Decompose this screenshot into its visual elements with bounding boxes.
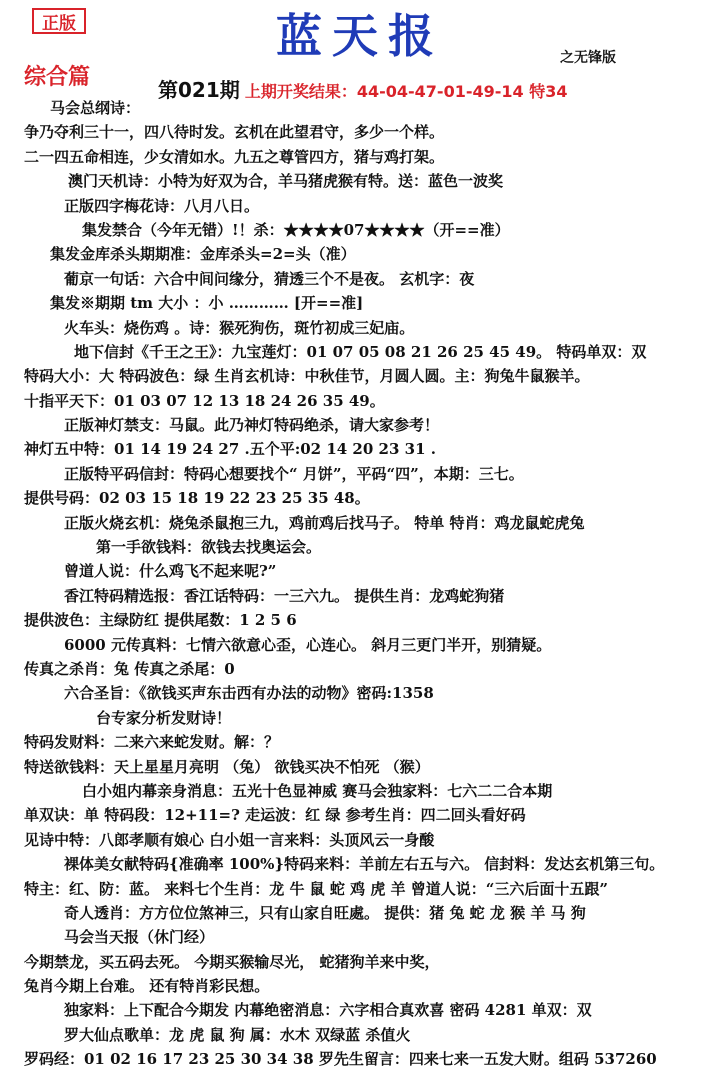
last-result: 上期开奖结果：44-04-47-01-49-14 特34 — [244, 82, 568, 101]
text-line: 澳门天机诗：小特为好双为合，羊马猪虎猴有特。送：蓝色一波奖 — [68, 172, 504, 191]
text-line: 第一手欲钱料：欲钱去找奥运会。 — [96, 538, 322, 557]
text-line: 二一四五命相连，少女清如水。九五之尊管四方，猪与鸡打架。 — [24, 147, 445, 166]
text-line: 葡京一句话：六合中间问缘分，猜透三个不是夜。 玄机字：夜 — [64, 269, 475, 288]
text-line: 地下信封《千王之王》：九宝莲灯：01 07 05 08 21 26 25 45 49。 特码单双：双 — [74, 342, 647, 361]
text-line: 特码大小：大 特码波色：绿 生肖玄机诗：中秋佳节，月圆人圆。主：狗兔牛鼠猴羊。 — [24, 367, 590, 386]
authentic-badge: 正版 — [32, 8, 86, 34]
text-line: 马会总纲诗： — [50, 99, 141, 117]
text-line: 传真之杀肖：兔 传真之杀尾：0 — [24, 659, 235, 678]
text-line: 正版四字梅花诗：八月八日。 — [64, 196, 260, 215]
text-line: 特送欲钱料：天上星星月亮明 （兔） 欲钱买决不怕死 （猴） — [24, 757, 430, 776]
text-line: 集发禁合（今年无错）!！杀：★★★★07★★★★（开==准） — [82, 220, 510, 239]
edition-label: 之无锋版 — [560, 50, 616, 66]
text-line: 台专家分析发财诗！ — [96, 708, 232, 727]
text-line: 正版神灯禁支：马鼠。此乃神灯特码绝杀，请大家参考！ — [64, 416, 440, 435]
text-line: 见诗中特：八郎孝顺有娘心 白小姐一言来料：头顶风云一身酸 — [24, 830, 435, 849]
text-line: 特码发财料：二来六来蛇发财。解：？ — [24, 733, 280, 752]
text-line: 六合圣旨：《欲钱买声东击西有办法的动物》密码:1358 — [64, 684, 434, 703]
text-line: 集发金库杀头期期准：金库杀头=2=头（准） — [50, 245, 356, 264]
text-line: 曾道人说：什么鸡飞不起来呢?” — [64, 562, 277, 581]
issue-number: 第021期 — [158, 78, 240, 102]
text-line: 奇人透肖：方方位位煞神三，只有山家自旺處。 提供：猪 兔 蛇 龙 猴 羊 马 狗 — [64, 903, 586, 922]
text-line: 特主：红、防：蓝。 来料七个生肖：龙 牛 鼠 蛇 鸡 虎 羊 曾道人说：“三六后面十五跟” — [24, 879, 609, 898]
text-line: 兔肖今期上台难。 还有特肖彩民想。 — [24, 977, 270, 996]
text-line: 正版火烧玄机：烧兔杀鼠抱三九，鸡前鸡后找马子。 特单 特肖：鸡龙鼠蛇虎兔 — [64, 513, 585, 532]
newspaper-title: 蓝天报 — [276, 9, 444, 63]
text-line: 罗大仙点歌单：龙 虎 鼠 狗 属：水木 双绿蓝 杀值火 — [64, 1025, 411, 1044]
text-line: 神灯五中特：01 14 19 24 27 .五个平:02 14 20 23 31 . — [24, 440, 436, 459]
text-line: 集发※期期 tm 大小 ：小 ………… [开==准] — [50, 294, 364, 313]
text-line: 今期禁龙，买五码去死。 今期买猴输尽光， 蛇猪狗羊来中奖， — [24, 952, 440, 971]
text-line: 提供波色：主绿防红 提供尾数：1 2 5 6 — [24, 611, 297, 630]
text-line: 正版特平码信封：特码心想要找个“ 月饼”，平码“四”，本期：三七。 — [64, 464, 524, 483]
text-line: 争乃夺利三十一，四八待时发。玄机在此望君守，多少一个样。 — [24, 123, 445, 142]
text-line: 单双诀：单 特码段：12+11=? 走运波：红 绿 参考生肖：四二回头看好码 — [24, 806, 526, 825]
text-body — [0, 96, 720, 1072]
text-line: 白小姐内幕亲身消息：五光十色显神威 赛马会独家料：七六二二合本期 — [82, 781, 553, 800]
text-line: 提供号码：02 03 15 18 19 22 23 25 35 48。 — [24, 489, 370, 508]
section-title: 综合篇 — [24, 64, 91, 90]
text-line: 罗码经：01 02 16 17 23 25 30 34 38 罗先生留言：四来七来一五发大财。组码 537260 — [24, 1050, 657, 1069]
text-line: 裸体美女献特码{准确率 100%}特码来料：羊前左右五与六。 信封料：发达玄机第三句。 — [64, 855, 665, 874]
text-line: 香江特码精选报：香江话特码：一三六九。 提供生肖：龙鸡蛇狗猪 — [64, 586, 505, 605]
text-line: 6000 元传真料：七情六欲意心歪，心连心。 斜月三更门半开，别猜疑。 — [64, 635, 552, 654]
text-line: 十指平天下：01 03 07 12 13 18 24 26 35 49。 — [24, 391, 385, 410]
text-line: 马会当天报（休门经） — [64, 928, 215, 947]
text-line: 火车头：烧伤鸡 。诗：猴死狗伤，斑竹初成三妃庙。 — [64, 318, 415, 337]
text-line: 独家料：上下配合今期发 内幕绝密消息：六字相合真欢喜 密码 4281 单双：双 — [64, 1001, 592, 1020]
